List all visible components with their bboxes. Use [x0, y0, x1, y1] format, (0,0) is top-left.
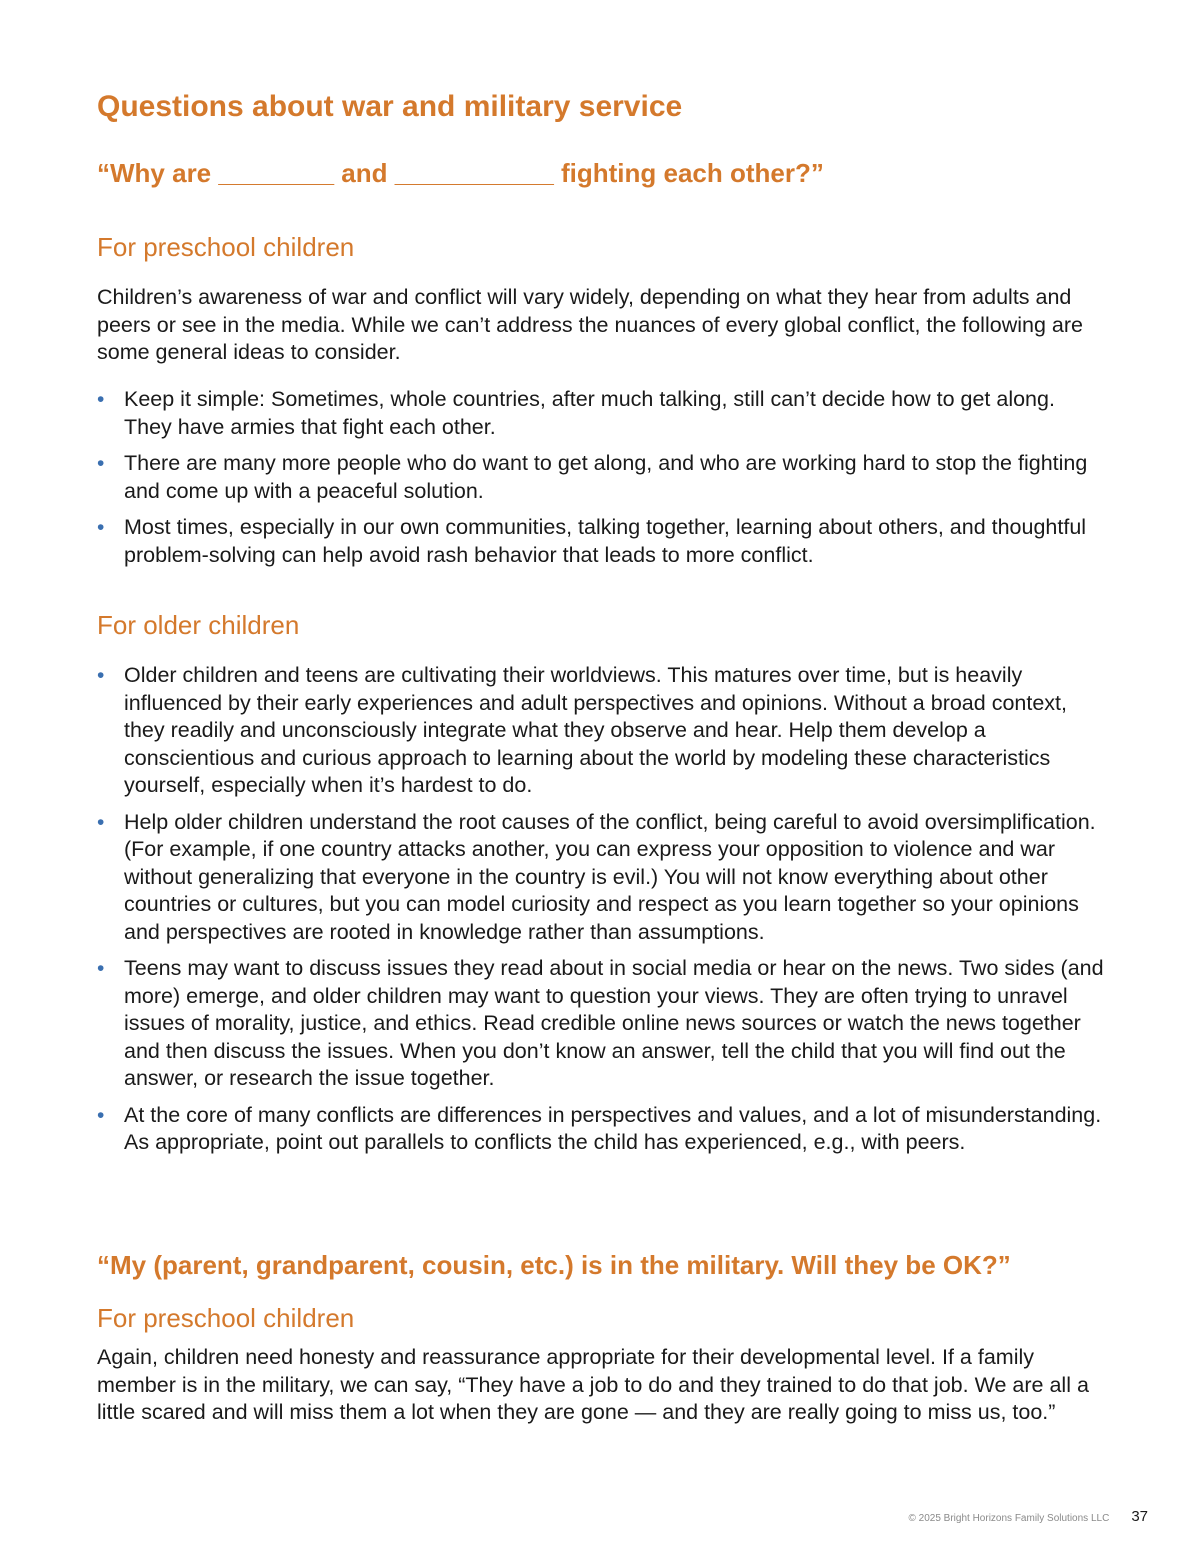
list-item-text: Most times, especially in our own communities, talking together, learning about others, and thoughtful problem-solving can help avoid rash behavior that leads to more conflict. [124, 515, 1087, 567]
bullet-icon: • [97, 810, 105, 834]
list-item-text: Keep it simple: Sometimes, whole countries, after much talking, still can’t decide how to get along. They have armies that fight each other. [124, 387, 1055, 439]
list-item-text: Teens may want to discuss issues they read about in social media or hear on the news. Two sides (and more) emerge, and older children may want to question your views. They are often trying to unravel issues of morality, justice, and ethics. Read credible online news sources or watch the news together and then discuss the issues. When you don’t know an answer, tell the child that you will find out the answer, or research the issue together. [124, 956, 1104, 1090]
list-item [97, 1102, 1107, 1157]
question-heading-military: “My (parent, grandparent, cousin, etc.) is in the military. Will they be OK?” [97, 1250, 1011, 1280]
list-item-text: At the core of many conflicts are differences in perspectives and values, and a lot of misunderstanding. As appropriate, point out parallels to conflicts the child has experienced, e.g., with peers. [124, 1102, 1102, 1154]
subheading-older-war: For older children [97, 610, 300, 640]
preschool-war-bullet-list [97, 386, 1107, 578]
page-number: 37 [1131, 1508, 1148, 1525]
page-footer [909, 1508, 1148, 1525]
list-item-text: Older children and teens are cultivating their worldviews. This matures over time, but is heavily influenced by their early experiences and adult perspectives and opinions. Without a broad context, they readily and unconsciously integrate what they observe and hear. Help them develop a conscientious and curious approach to learning about the world by modeling these characteristics yourself, especially when it’s hardest to do. [124, 663, 1067, 797]
bullet-icon: • [97, 957, 105, 980]
list-item [97, 809, 1107, 947]
list-item-text: Help older children understand the root causes of the conflict, being careful to avoid oversimplification. (For example, if one country attacks another, you can express your opposition to violence and war without generalizing that everyone in the country is evil.) You will not know everything about other countries or cultures, but you can model curiosity and respect as you learn together so your opinions and perspectives are rooted in knowledge rather than assumptions. [124, 809, 1096, 944]
subheading-preschool-military: For preschool children [97, 1303, 355, 1333]
question-heading-war: “Why are ________ and ___________ fighting each other?” [97, 158, 824, 188]
bullet-icon: • [97, 1103, 105, 1127]
copyright-notice: © 2025 Bright Horizons Family Solutions LLC [908, 1513, 1110, 1524]
list-item [97, 662, 1107, 800]
bullet-icon: • [97, 452, 105, 475]
list-item-text: There are many more people who do want to get along, and who are working hard to stop the fighting and come up with a peaceful solution. [124, 451, 1088, 503]
list-item [97, 955, 1107, 1093]
intro-paragraph: Children’s awareness of war and conflict will vary widely, depending on what they hear from adults and peers or see in the media. While we can’t address the nuances of every global conflict, the following are some general ideas to consider. [97, 285, 1083, 364]
bullet-icon: • [97, 388, 105, 411]
list-item [97, 386, 1107, 441]
military-paragraph: Again, children need honesty and reassurance appropriate for their developmental level. If a family member is in the military, we can say, “They have a job to do and they trained to do that job. We are all a little scared and will miss them a lot when they are gone — and they are really going to miss us, too.” [97, 1345, 1089, 1424]
page-title: Questions about war and military service [97, 90, 683, 123]
older-war-bullet-list [97, 662, 1107, 1166]
list-item [97, 514, 1107, 569]
bullet-icon: • [97, 516, 105, 539]
bullet-icon: • [97, 664, 105, 687]
subheading-preschool-war: For preschool children [97, 232, 355, 262]
list-item [97, 450, 1107, 505]
